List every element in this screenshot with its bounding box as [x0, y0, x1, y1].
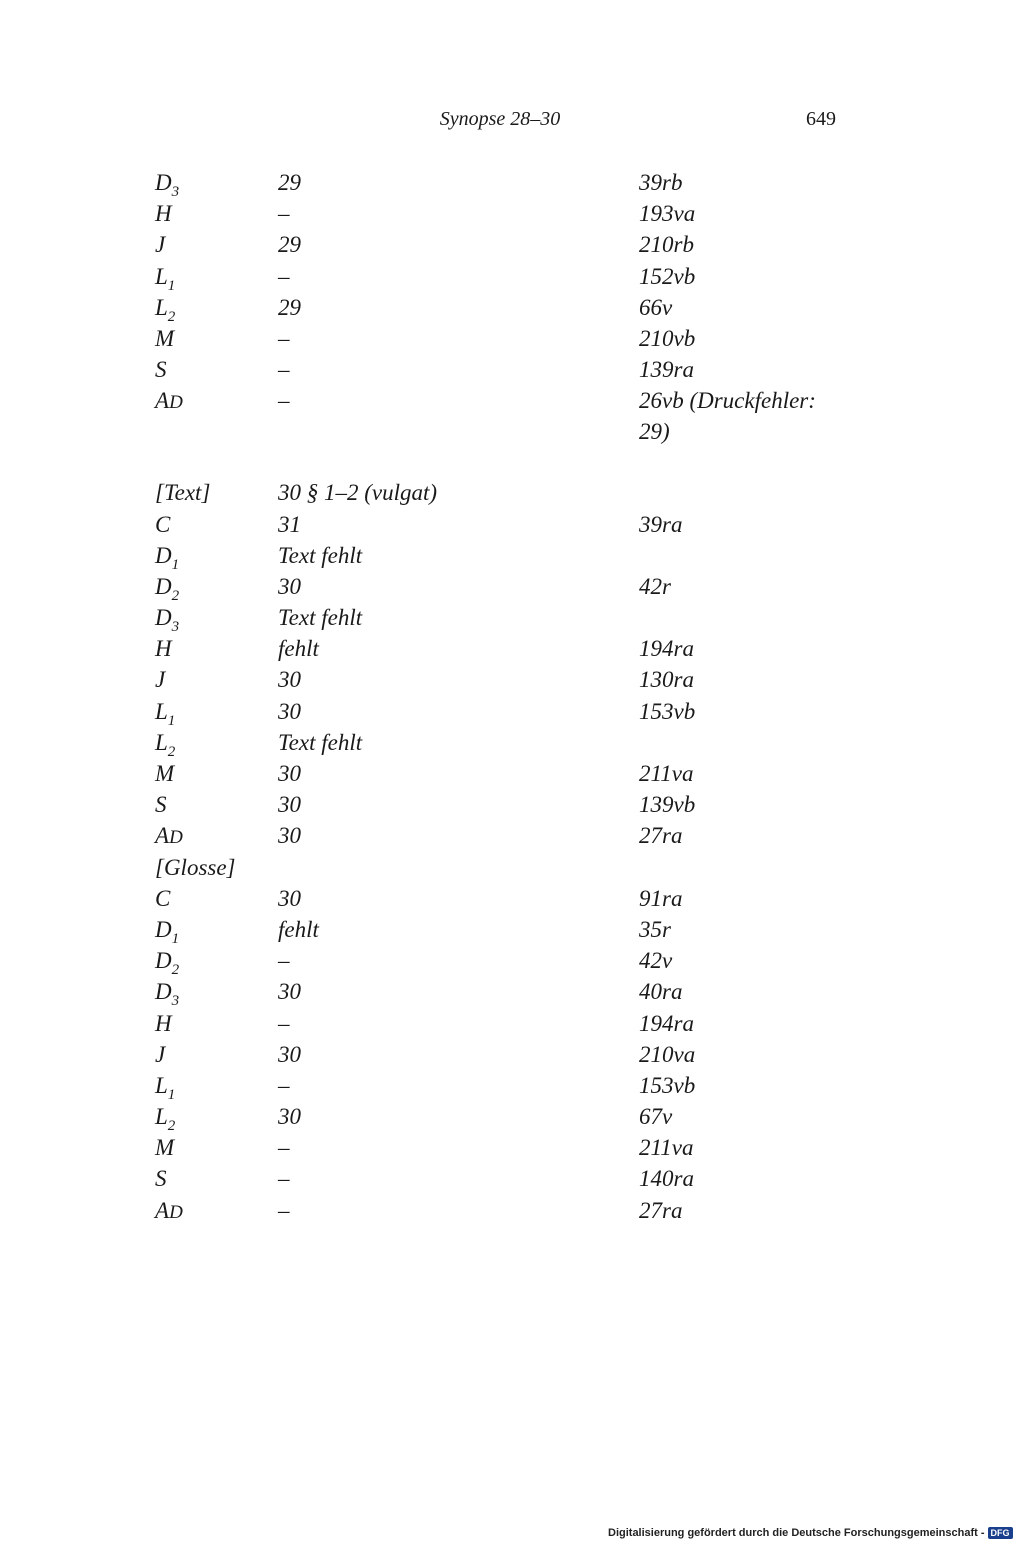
siglum-subscript: 2 — [171, 962, 180, 979]
chapter-number: – — [278, 357, 290, 383]
chapter-number: fehlt — [278, 916, 319, 942]
table-row — [155, 696, 855, 727]
table-row — [155, 354, 855, 385]
siglum — [155, 758, 174, 789]
siglum-letter: J — [155, 667, 166, 693]
siglum-subscript: 1 — [171, 556, 180, 573]
folio-reference: 153vb — [639, 1072, 696, 1098]
siglum-letter: L — [155, 263, 168, 289]
chapter-number: – — [278, 1072, 290, 1098]
folio-reference: 130ra — [639, 667, 694, 693]
table-row — [155, 914, 855, 945]
siglum-letter: J — [155, 232, 166, 258]
table-row — [155, 1101, 855, 1135]
siglum-letter: C — [155, 885, 171, 911]
chapter-number: – — [278, 263, 290, 289]
footer-text: Digitalisierung gefördert durch die Deutsche Forschungsgemeinschaft - — [608, 1527, 985, 1539]
siglum-letter: S — [155, 1166, 167, 1192]
siglum-letter: J — [155, 1041, 166, 1067]
chapter-number: 30 — [278, 823, 301, 849]
siglum-subscript: D — [169, 827, 183, 849]
folio-reference: 27ra — [639, 1197, 683, 1223]
folio-reference: 193va — [639, 201, 696, 227]
section-spacer — [155, 447, 855, 477]
siglum-letter: D — [155, 573, 172, 599]
siglum — [155, 1195, 183, 1228]
folio-reference: 210va — [639, 1041, 696, 1067]
table-row — [155, 758, 855, 789]
folio-reference: 35r — [639, 916, 671, 942]
siglum — [155, 1039, 165, 1070]
siglum — [155, 261, 175, 296]
chapter-number: – — [278, 201, 290, 227]
siglum — [155, 354, 167, 385]
siglum — [155, 820, 183, 853]
text-heading-value: 30 § 1–2 (vulgat) — [278, 480, 438, 506]
chapter-number: 30 — [278, 1104, 301, 1130]
table-row — [155, 1070, 855, 1101]
folio-reference: 139vb — [639, 792, 696, 818]
folio-reference: 66v — [639, 294, 673, 320]
siglum — [155, 1008, 172, 1039]
table-row — [155, 1008, 855, 1039]
siglum-subscript: 2 — [167, 743, 176, 760]
table-row — [155, 1132, 855, 1163]
chapter-number: 30 — [278, 792, 301, 818]
folio-reference: 140ra — [639, 1166, 694, 1192]
folio-reference: 211va — [639, 761, 694, 786]
table-row — [155, 664, 855, 695]
folio-reference: 194ra — [639, 1010, 694, 1036]
chapter-number: – — [278, 1197, 290, 1223]
siglum-letter: H — [155, 1010, 172, 1036]
chapter-number: 30 — [278, 1041, 301, 1067]
siglum — [155, 323, 174, 354]
table-row — [155, 1195, 855, 1226]
table-row — [155, 167, 855, 198]
table-row — [155, 883, 855, 914]
siglum — [155, 167, 179, 202]
table-row — [155, 323, 855, 354]
siglum — [155, 1101, 175, 1136]
table-row — [155, 229, 855, 260]
siglum — [155, 198, 172, 229]
folio-reference: 211va — [639, 1135, 694, 1161]
table-row — [155, 509, 855, 540]
siglum — [155, 1070, 175, 1105]
chapter-number: – — [278, 1166, 290, 1192]
folio-reference: 39ra — [639, 511, 683, 537]
page-number: 649 — [806, 108, 836, 130]
siglum-letter: M — [155, 325, 175, 351]
siglum-letter: L — [155, 294, 168, 320]
table-row — [155, 198, 855, 229]
siglum-letter: L — [155, 1104, 168, 1130]
folio-reference: 26vb (Druckfehler: 29) — [639, 388, 816, 445]
synopsis-table — [155, 167, 855, 1226]
siglum — [155, 696, 175, 731]
siglum — [155, 1163, 167, 1194]
chapter-number: 29 — [278, 170, 301, 195]
folio-reference: 67v — [639, 1104, 673, 1130]
chapter-number: 30 — [278, 885, 301, 911]
siglum-letter: S — [155, 792, 167, 818]
siglum-letter: D — [155, 542, 172, 568]
siglum-letter: D — [155, 916, 172, 942]
siglum-letter: D — [155, 948, 172, 974]
chapter-number: 29 — [278, 294, 301, 320]
siglum — [155, 602, 179, 637]
siglum — [155, 229, 165, 260]
dfg-logo: DFG — [988, 1527, 1013, 1539]
table-row — [155, 571, 855, 602]
siglum-letter: M — [155, 1135, 175, 1161]
folio-reference: 210vb — [639, 325, 696, 351]
table-row — [155, 789, 855, 820]
table-row — [155, 976, 855, 1010]
siglum-letter: A — [155, 1197, 170, 1223]
chapter-number: – — [278, 1135, 290, 1161]
table-row — [155, 385, 855, 447]
siglum — [155, 633, 172, 664]
folio-reference: 42r — [639, 573, 671, 599]
chapter-number: 30 — [278, 761, 301, 786]
siglum-subscript: 2 — [167, 1118, 176, 1135]
table-row — [155, 633, 855, 664]
chapter-number: 30 — [278, 698, 301, 724]
chapter-number: 29 — [278, 232, 301, 258]
folio-reference: 91ra — [639, 885, 683, 911]
folio-reference: 40ra — [639, 979, 683, 1005]
folio-reference: 39rb — [639, 170, 683, 195]
siglum-letter: H — [155, 636, 172, 662]
siglum-subscript: 1 — [171, 930, 180, 947]
siglum-letter: A — [155, 823, 170, 849]
chapter-number: – — [278, 1010, 290, 1036]
siglum-letter: L — [155, 1072, 168, 1098]
siglum — [155, 945, 179, 980]
table-row — [155, 540, 855, 571]
siglum — [155, 1132, 174, 1163]
siglum — [155, 571, 179, 606]
table-row — [155, 292, 855, 323]
folio-reference: 42v — [639, 948, 673, 974]
glosse-heading-label: [Glosse] — [155, 854, 236, 880]
siglum — [155, 914, 179, 949]
siglum — [155, 976, 179, 1011]
siglum-letter: S — [155, 357, 167, 383]
siglum-subscript: 2 — [171, 587, 180, 604]
chapter-number: Text fehlt — [278, 729, 363, 755]
siglum — [155, 883, 170, 914]
funding-footer — [608, 1527, 1013, 1539]
siglum-letter: L — [155, 729, 168, 755]
siglum — [155, 727, 175, 762]
table-row — [155, 820, 855, 851]
table-row — [155, 727, 855, 758]
chapter-number: 30 — [278, 979, 301, 1005]
siglum — [155, 292, 175, 327]
siglum-subscript: 3 — [171, 993, 180, 1010]
chapter-number: 30 — [278, 573, 301, 599]
chapter-number: Text fehlt — [278, 542, 363, 568]
running-header-title: Synopse 28–30 — [439, 108, 561, 130]
siglum-subscript: 2 — [167, 308, 176, 325]
glosse-heading-row — [155, 852, 855, 883]
siglum-subscript: D — [169, 1201, 183, 1223]
folio-reference: 27ra — [639, 823, 683, 849]
chapter-number: – — [278, 388, 290, 414]
chapter-number: Text fehlt — [278, 605, 363, 631]
table-row — [155, 945, 855, 979]
siglum-letter: C — [155, 511, 171, 537]
siglum — [155, 789, 167, 820]
siglum-letter: D — [155, 979, 172, 1005]
folio-reference: 210rb — [639, 232, 694, 258]
siglum-letter: M — [155, 761, 175, 786]
table-row — [155, 1039, 855, 1070]
siglum — [155, 540, 179, 575]
siglum-letter: A — [155, 388, 170, 414]
siglum-subscript: 1 — [167, 712, 176, 729]
folio-reference: 152vb — [639, 263, 696, 289]
text-heading-row — [155, 477, 855, 508]
table-row — [155, 261, 855, 292]
siglum-subscript: 3 — [171, 184, 180, 200]
chapter-number: – — [278, 325, 290, 351]
siglum — [155, 509, 170, 540]
chapter-number: fehlt — [278, 636, 319, 662]
siglum — [155, 664, 165, 695]
siglum-subscript: D — [169, 392, 183, 414]
siglum — [155, 385, 183, 418]
chapter-number: 30 — [278, 667, 301, 693]
siglum-letter: H — [155, 201, 172, 227]
folio-reference: 153vb — [639, 698, 696, 724]
siglum-subscript: 1 — [167, 277, 176, 294]
siglum-subscript: 1 — [167, 1086, 176, 1103]
siglum-subscript: 3 — [171, 619, 180, 636]
chapter-number: – — [278, 948, 290, 974]
siglum-letter: D — [155, 605, 172, 631]
table-row — [155, 602, 855, 636]
siglum-letter: D — [155, 170, 172, 195]
folio-reference: 139ra — [639, 357, 694, 383]
folio-reference: 194ra — [639, 636, 694, 662]
chapter-number: 31 — [278, 511, 301, 537]
table-row — [155, 1163, 855, 1194]
siglum-letter: L — [155, 698, 168, 724]
text-heading-label: [Text] — [155, 480, 211, 506]
